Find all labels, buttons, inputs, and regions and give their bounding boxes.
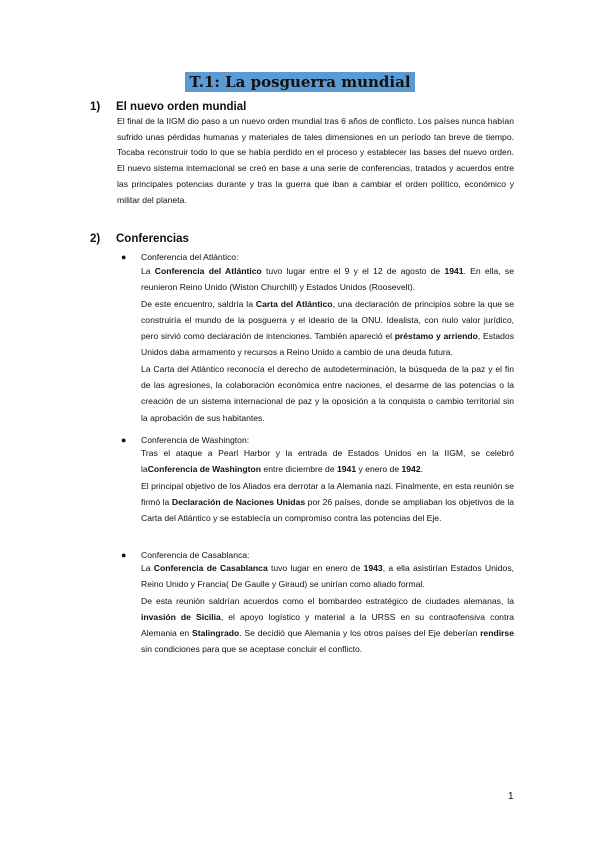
bullet-label: Conferencia de Casablanca: xyxy=(141,550,250,560)
page-title-container xyxy=(0,72,600,92)
bullet-icon: ● xyxy=(121,252,127,262)
bullet-icon: ● xyxy=(121,550,127,560)
section-title: El nuevo orden mundial xyxy=(116,101,247,113)
section-1-paragraph: El final de la IIGM dio paso a un nuevo orden mundial tras 6 años de conflicto. Los países nunca habían sufrido unas pérdidas humanas y materiales de tales dimensiones en un período tan breve de tiempo. Tocaba reconstruir todo lo que se había perdido en el proceso y establecer las bases del nuevo orden. El nuevo sistema internacional se creó en base a una serie de conferencias, tratados y acuerdos entre las principales potencias durante y tras la guerra que iban a cambiar el orden político, económico y militar del planeta. xyxy=(117,116,514,205)
paragraph: La Carta del Atlántico reconocía el derecho de autodeterminación, la búsqueda de la paz y el fin de las agresiones, la colaboración económica entre naciones, el desarme de las potencias o la creación de un sistema internacional de paz y la oposición a la conquista o cambio territorial sin la aprobación de sus habitantes. xyxy=(141,363,514,423)
paragraph: El principal objetivo de los Aliados era derrotar a la Alemania nazi. Finalmente, en esta reunión se firmó la Declaración de Naciones Unidas por 26 países, donde se ampliaban los objetivos de la Carta del Atlántico y se establecía un compromiso contra las potencias del Eje. xyxy=(141,480,515,524)
bullet-label: Conferencia de Washington: xyxy=(141,435,250,445)
section-number: 2) xyxy=(90,233,101,245)
bullet-icon: ● xyxy=(121,435,127,445)
section-number: 1) xyxy=(90,101,101,113)
paragraph: De este encuentro, saldría la Carta del Atlántico, una declaración de principios sobre la que se construiría el mundo de la posguerra y el ideario de la ONU. Idealista, con nulo valor jurídico, pero sirvió como declaración de intenciones. También apareció el préstamo y arriendo, Estados Unidos daba armamento y recursos a Reino Unido a cambio de una deuda futura. xyxy=(141,298,515,358)
section-heading-2 xyxy=(90,233,189,245)
bullet-item-atlantico xyxy=(121,250,238,264)
conference-atlantico-body xyxy=(141,263,514,426)
section-title: Conferencias xyxy=(116,233,189,245)
paragraph: De esta reunión saldrían acuerdos como el bombardeo estratégico de ciudades alemanas, la invasión de Sicilia, el apoyo logístico y material a la URSS en su contraofensiva contra Alemania en Stalingrado. Se decidió que Alemania y los otros países del Eje deberían rendirse sin condiciones para que se aceptase concluir el conflicto. xyxy=(141,595,514,655)
section-heading-1 xyxy=(90,101,246,113)
paragraph: La Conferencia de Casablanca tuvo lugar en enero de 1943, a ella asistirían Estados Unidos, Reino Unido y Francia( De Gaulle y Giraud) se unirían como aliado formal. xyxy=(141,563,515,590)
conference-casablanca-body xyxy=(141,560,514,658)
paragraph: La Conferencia del Atlántico tuvo lugar entre el 9 y el 12 de agosto de 1941. En ella, se reunieron Reino Unido (Wiston Churchill) y Estados Unidos (Roosevelt). xyxy=(141,266,514,293)
page-number: 1 xyxy=(508,791,514,802)
page-title: T.1: La posguerra mundial xyxy=(185,72,414,92)
paragraph: Tras el ataque a Pearl Harbor y la entrada de Estados Unidos en la IIGM, se celebró laConferencia de Washington entre diciembre de 1941 y enero de 1942. xyxy=(141,448,514,475)
bullet-label: Conferencia del Atlántico: xyxy=(141,252,239,262)
conference-washington-body xyxy=(141,445,514,526)
